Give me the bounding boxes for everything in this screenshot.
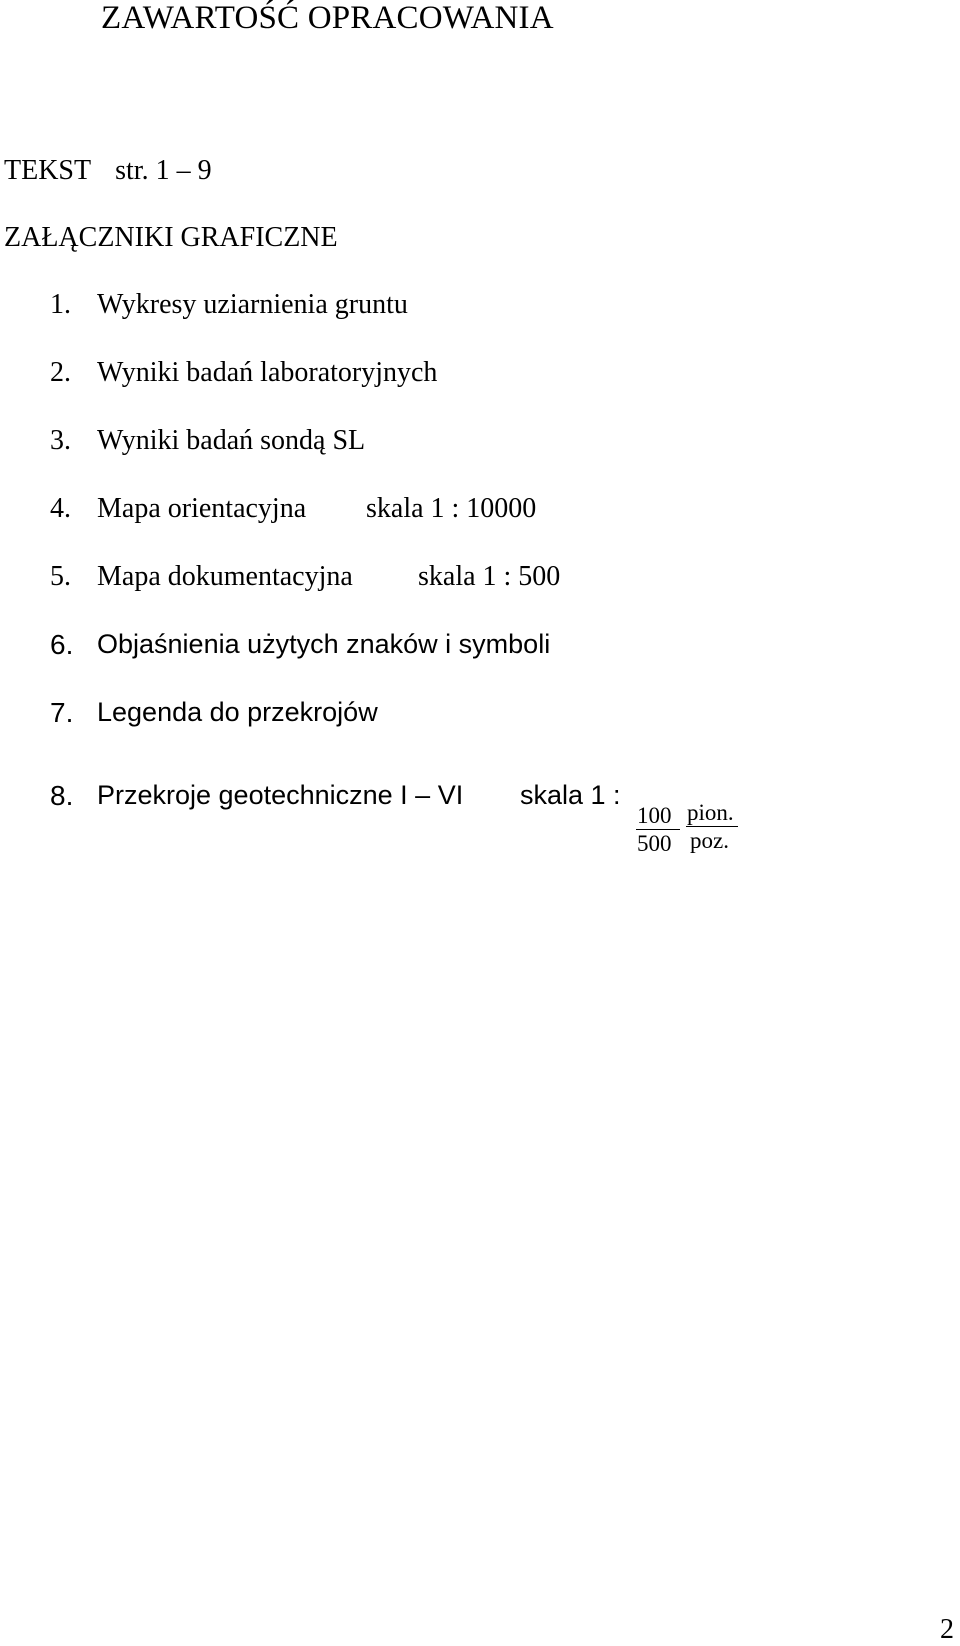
item-text: Mapa dokumentacyjna bbox=[97, 561, 353, 592]
fraction-denominator-unit: poz. bbox=[690, 828, 729, 853]
unit-fraction-bar bbox=[686, 826, 738, 827]
fraction-denominator: 500 bbox=[637, 831, 672, 856]
item-number: 3. bbox=[50, 425, 71, 456]
fraction-bar bbox=[636, 829, 680, 830]
document-title: ZAWARTOŚĆ OPRACOWANIA bbox=[101, 0, 554, 36]
fraction-numerator-unit: pion. bbox=[687, 800, 734, 825]
text-section-pages: str. 1 – 9 bbox=[115, 155, 212, 186]
fraction-numerator: 100 bbox=[637, 803, 672, 828]
item-number: 2. bbox=[50, 357, 71, 388]
page-number: 2 bbox=[940, 1614, 954, 1645]
text-section-label: TEKST bbox=[4, 155, 92, 186]
item-text: Legenda do przekrojów bbox=[97, 697, 378, 727]
item-scale: skala 1 : bbox=[520, 780, 621, 810]
item-text: Mapa orientacyjna bbox=[97, 493, 307, 524]
item-text: Wyniki badań sondą SL bbox=[97, 425, 366, 456]
item-text: Wykresy uziarnienia gruntu bbox=[97, 289, 408, 320]
attachments-header: ZAŁĄCZNIKI GRAFICZNE bbox=[4, 222, 338, 253]
item-number: 8. bbox=[50, 780, 74, 811]
item-number: 1. bbox=[50, 289, 71, 320]
item-scale: skala 1 : 10000 bbox=[366, 493, 537, 524]
item-text: Objaśnienia użytych znaków i symboli bbox=[97, 629, 551, 659]
item-number: 5. bbox=[50, 561, 71, 592]
item-scale: skala 1 : 500 bbox=[418, 561, 561, 592]
item-number: 7. bbox=[50, 697, 74, 728]
item-number: 6. bbox=[50, 629, 74, 660]
item-text: Wyniki badań laboratoryjnych bbox=[97, 357, 438, 388]
item-number: 4. bbox=[50, 493, 71, 524]
text-section-line bbox=[4, 155, 212, 187]
item-text: Przekroje geotechniczne I – VI bbox=[97, 780, 464, 810]
